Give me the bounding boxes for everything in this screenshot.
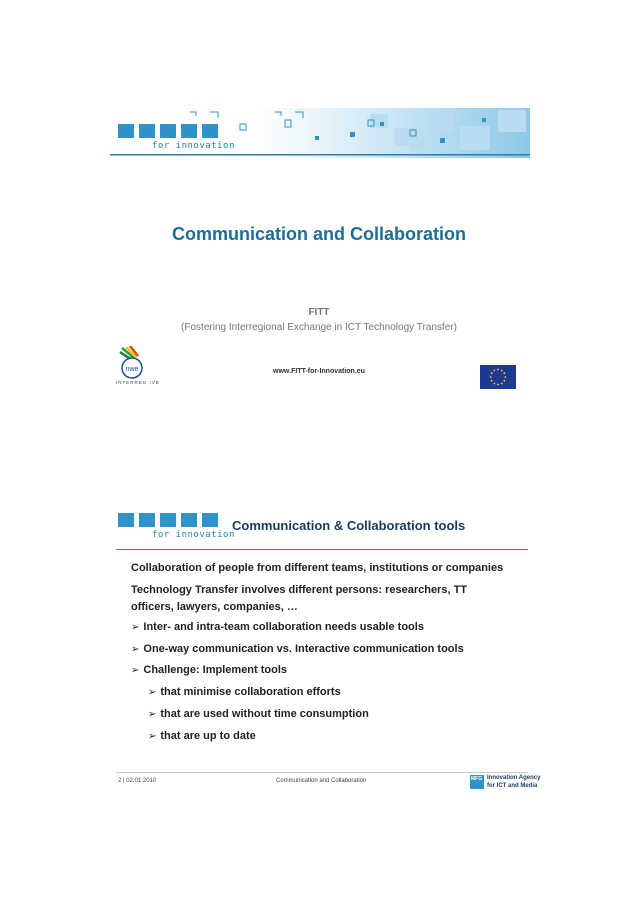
arrow-bullet-icon: ➢ [148, 709, 157, 720]
bullet-text: Inter- and intra-team collaboration needs usable tools [143, 621, 424, 633]
bullet-text: Challenge: Implement tools [143, 664, 288, 676]
heading-divider [116, 549, 528, 550]
bullet-item [131, 641, 464, 658]
fitt-logo-blocks [118, 124, 235, 138]
fitt-logo-slide2 [118, 513, 235, 540]
slide2-heading: Communication & Collaboration tools [232, 518, 466, 533]
mfg-name-line2: for ICT and Media [487, 783, 538, 789]
slide-title: Communication and Collaboration [171, 224, 466, 244]
bullet-text: One-way communication vs. Interactive communication tools [143, 643, 464, 655]
bullet-text: that are up to date [160, 730, 256, 742]
bullet-text: that minimise collaboration efforts [160, 686, 341, 698]
arrow-bullet-icon: ➢ [131, 644, 140, 655]
interreg-badge-text: nwe [125, 366, 139, 373]
mfg-logo-text: MFG [471, 776, 483, 782]
eu-flag-icon [480, 365, 516, 389]
arrow-bullet-icon: ➢ [148, 731, 157, 742]
fitt-logo [118, 124, 235, 151]
project-url-link[interactable]: www.FITT-for-Innovation.eu [273, 368, 365, 375]
mfg-name-line1: Innovation Agency [487, 775, 541, 781]
footer-divider [116, 772, 528, 773]
arrow-bullet-icon: ➢ [131, 665, 140, 676]
project-abbreviation: FITT [308, 307, 330, 318]
project-full-name: (Fostering Interregional Exchange in ICT Technology Transfer) [181, 322, 457, 333]
fitt-logo-text: for innovation [152, 530, 235, 540]
interreg-label: INTERREG IVB [116, 380, 160, 385]
content-line: Technology Transfer involves different persons: researchers, TT officers, lawyers, companies, … [131, 584, 468, 613]
sub-bullet-item [148, 684, 341, 701]
footer-title: Communication and Collaboration [276, 778, 367, 784]
bullet-text: that are used without time consumption [160, 708, 369, 720]
bullet-item [131, 662, 287, 679]
arrow-bullet-icon: ➢ [131, 622, 140, 633]
arrow-bullet-icon: ➢ [148, 687, 157, 698]
footer-page-date: 2 | 02.01.2010 [118, 778, 157, 784]
fitt-logo-blocks [118, 513, 235, 527]
fitt-logo-text: for innovation [152, 141, 235, 151]
content-line: Collaboration of people from different teams, institutions or companies [131, 562, 504, 574]
sub-bullet-item [148, 706, 369, 723]
interreg-nwe-logo [118, 346, 168, 394]
bullet-item [131, 619, 424, 636]
sub-bullet-item [148, 728, 256, 745]
